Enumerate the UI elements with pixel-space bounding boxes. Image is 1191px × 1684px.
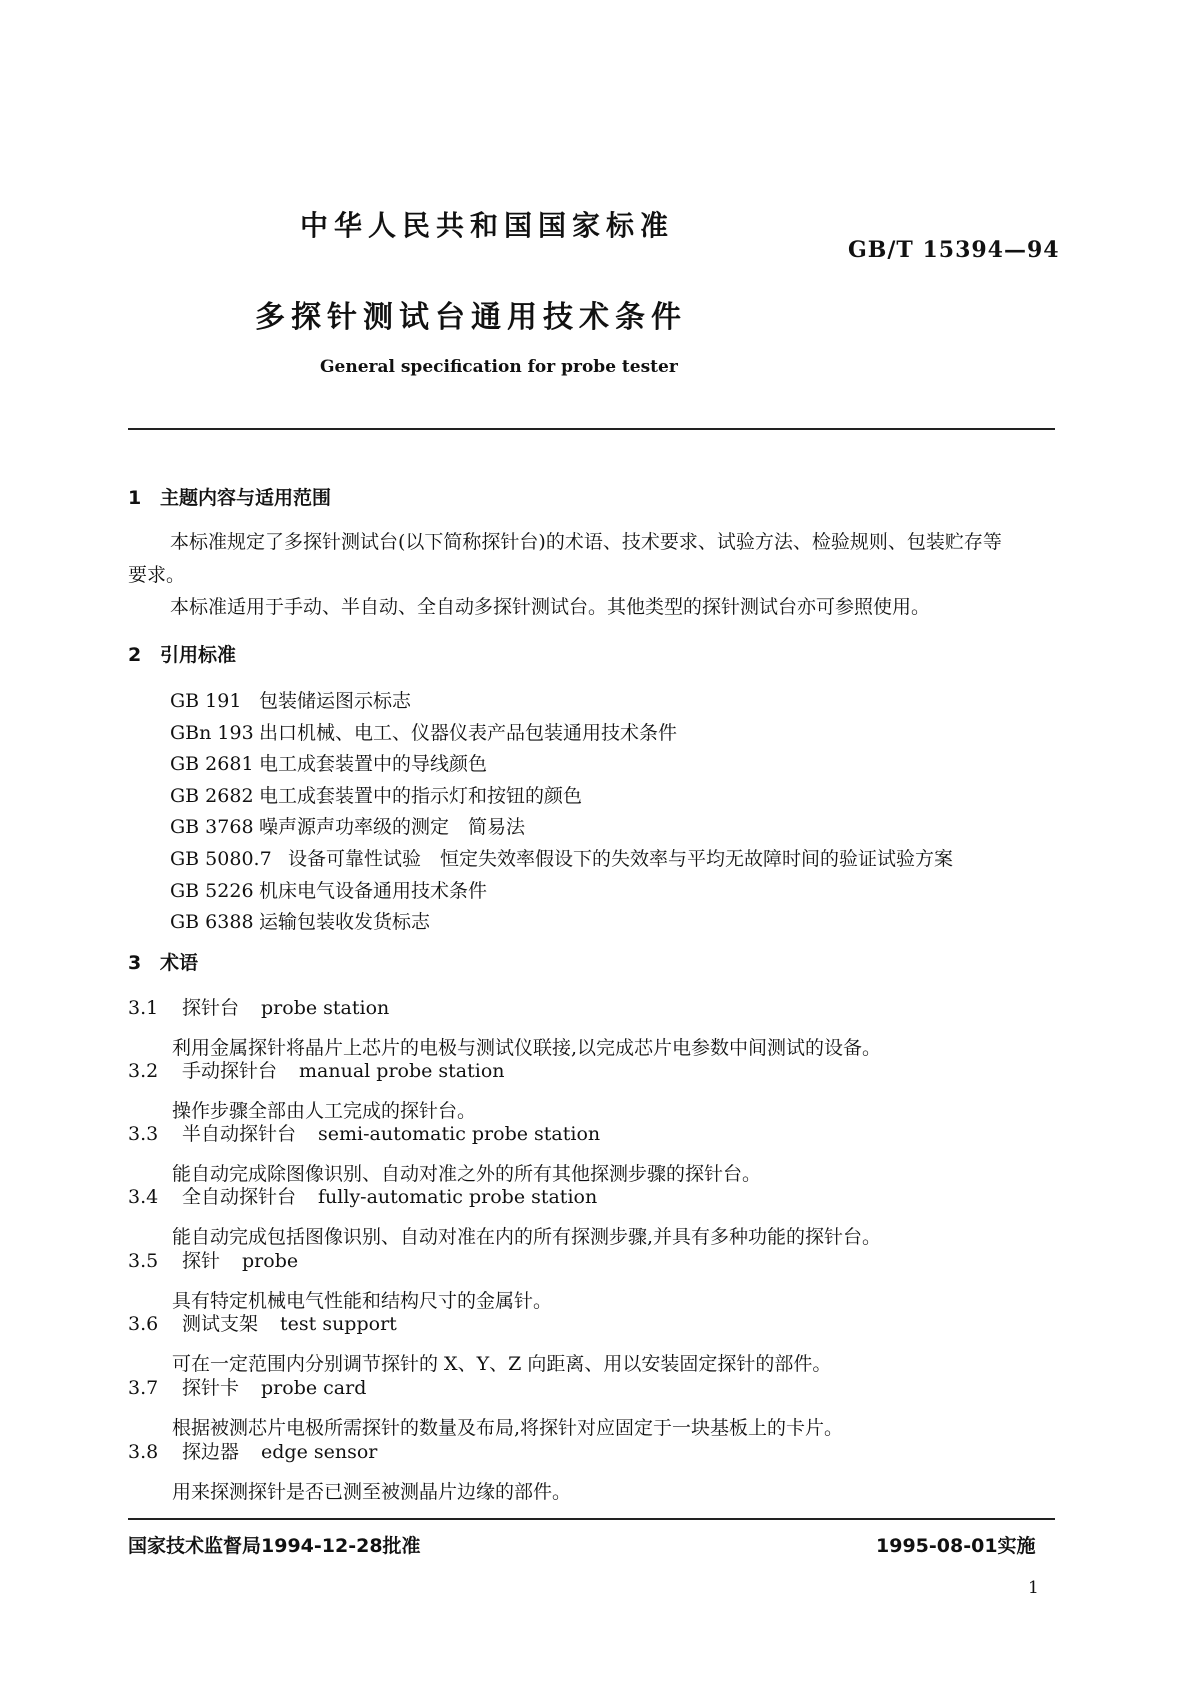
term-name: 半自动探针台 — [182, 1123, 297, 1145]
term-number: 3.5 — [128, 1250, 159, 1272]
term-number: 3.2 — [128, 1060, 159, 1082]
reference-code: GB 5080.7 — [170, 847, 272, 870]
section-number: 2 — [128, 644, 142, 666]
section-number: 1 — [128, 487, 142, 509]
reference-code: GBn 193 — [170, 721, 254, 744]
footer-divider — [128, 1518, 1055, 1520]
term-definition: 能自动完成包括图像识别、自动对准在内的所有探测步骤,并具有多种功能的探针台。 — [172, 1226, 882, 1248]
reference-title: 机床电气设备通用技术条件 — [259, 879, 488, 902]
reference-code: GB 5226 — [170, 879, 254, 902]
effective-date: 1995-08-01实施 — [876, 1535, 1036, 1557]
national-standard-heading: 中华人民共和国国家标准 — [300, 209, 675, 242]
section-1-heading — [128, 483, 331, 510]
term-definition: 操作步骤全部由人工完成的探针台。 — [172, 1100, 477, 1122]
term-definition: 能自动完成除图像识别、自动对准之外的所有其他探测步骤的探针台。 — [172, 1163, 762, 1185]
reference-item — [170, 718, 953, 750]
section-title: 主题内容与适用范围 — [160, 487, 332, 509]
term-name: 全自动探针台 — [182, 1186, 297, 1208]
page-number: 1 — [1028, 1578, 1039, 1598]
section-title: 引用标准 — [160, 644, 237, 666]
reference-item — [170, 844, 953, 876]
section-3-heading — [128, 948, 198, 975]
term-name: 手动探针台 — [182, 1060, 278, 1082]
term-number: 3.1 — [128, 997, 159, 1019]
reference-title: 噪声源声功率级的测定 简易法 — [259, 816, 526, 839]
reference-item — [170, 781, 953, 813]
reference-code: GB 191 — [170, 690, 242, 712]
term-definition: 用来探测探针是否已测至被测晶片边缘的部件。 — [172, 1481, 572, 1503]
reference-code: GB 2681 — [170, 753, 254, 776]
reference-code: GB 6388 — [170, 911, 254, 934]
term-number: 3.4 — [128, 1186, 159, 1208]
section-1-para-2: 本标准适用于手动、半自动、全自动多探针测试台。其他类型的探针测试台亦可参照使用。 — [170, 596, 931, 618]
reference-item — [170, 812, 953, 844]
term-name: 探针 — [182, 1250, 221, 1272]
term-name: 探边器 — [182, 1441, 240, 1463]
term-name-english: semi-automatic probe station — [318, 1123, 601, 1145]
term-definition: 利用金属探针将晶片上芯片的电极与测试仪联接,以完成芯片电参数中间测试的设备。 — [172, 1037, 882, 1059]
section-1-para-1-line-1: 本标准规定了多探针测试台(以下简称探针台)的术语、技术要求、试验方法、检验规则、包装贮存等 — [170, 531, 1002, 553]
term-number: 3.8 — [128, 1441, 159, 1463]
reference-item — [170, 686, 953, 718]
reference-title: 出口机械、电工、仪器仪表产品包装通用技术条件 — [259, 721, 678, 744]
term-number: 3.7 — [128, 1377, 159, 1399]
approval-date: 国家技术监督局1994-12-28批准 — [128, 1535, 421, 1557]
term-entry — [128, 1437, 571, 1504]
term-entry — [128, 1182, 881, 1249]
reference-title: 设备可靠性试验 恒定失效率假设下的失效率与平均无故障时间的验证试验方案 — [288, 847, 954, 870]
header-divider — [128, 428, 1055, 430]
term-entry — [128, 1246, 552, 1313]
reference-item — [170, 749, 953, 781]
term-name-english: probe — [242, 1250, 299, 1272]
term-name: 探针卡 — [182, 1377, 240, 1399]
standard-number: GB/T 15394—94 — [848, 237, 1060, 263]
section-number: 3 — [128, 952, 142, 974]
term-name-english: test support — [280, 1313, 397, 1335]
reference-item — [170, 876, 953, 908]
term-number: 3.3 — [128, 1123, 159, 1145]
term-name: 探针台 — [182, 997, 240, 1019]
reference-title: 电工成套装置中的导线颜色 — [259, 753, 488, 776]
reference-code: GB 2682 — [170, 784, 254, 807]
term-entry — [128, 1373, 843, 1440]
term-definition: 可在一定范围内分别调节探针的 X、Y、Z 向距离、用以安装固定探针的部件。 — [172, 1353, 832, 1375]
reference-list — [170, 686, 953, 939]
term-number: 3.6 — [128, 1313, 159, 1335]
term-name: 测试支架 — [182, 1313, 259, 1335]
term-name-english: probe card — [261, 1377, 367, 1399]
term-definition: 根据被测芯片电极所需探针的数量及布局,将探针对应固定于一块基板上的卡片。 — [172, 1417, 844, 1439]
reference-title: 电工成套装置中的指示灯和按钮的颜色 — [259, 784, 583, 807]
term-definition: 具有特定机械电气性能和结构尺寸的金属针。 — [172, 1290, 553, 1312]
term-name-english: fully-automatic probe station — [318, 1186, 598, 1208]
section-1-para-1-line-2: 要求。 — [128, 564, 186, 586]
document-title: 多探针测试台通用技术条件 — [255, 300, 687, 335]
reference-item — [170, 907, 953, 939]
term-name-english: probe station — [261, 997, 390, 1019]
term-name-english: edge sensor — [261, 1441, 378, 1463]
term-entry — [128, 1119, 761, 1186]
term-entry — [128, 1309, 831, 1376]
term-entry — [128, 1056, 505, 1123]
section-title: 术语 — [160, 952, 199, 974]
reference-code: GB 3768 — [170, 816, 254, 839]
reference-title: 包装储运图示标志 — [259, 690, 412, 712]
term-name-english: manual probe station — [299, 1060, 505, 1082]
reference-title: 运输包装收发货标志 — [259, 911, 431, 934]
document-title-english: General specification for probe tester — [320, 357, 678, 377]
term-entry — [128, 993, 881, 1060]
section-2-heading — [128, 640, 236, 667]
